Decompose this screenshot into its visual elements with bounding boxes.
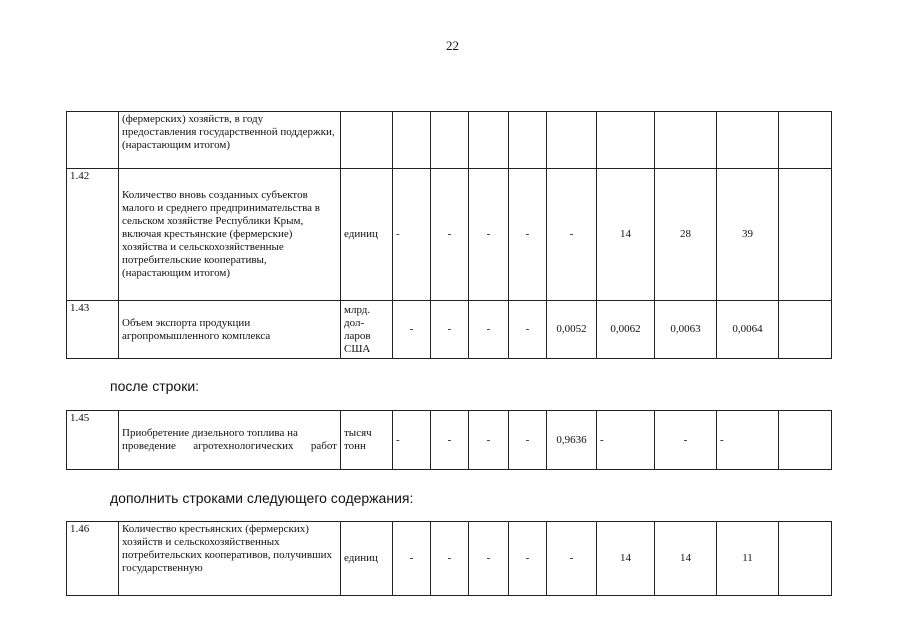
row-number: 1.46 xyxy=(67,522,119,596)
indicator-name: (фермерских) хозяйств, в году предоставления государственной поддержки, (нарастающим итогом) xyxy=(119,112,341,169)
indicator-name: Количество вновь созданных субъектов малого и среднего предпринимательства в сельском хозяйстве Республики Крым, включая крестьянские (фермерские) хозяйства и сельскохозяйственные потребительские кооперативы, (нарастающим итогом) xyxy=(119,169,341,301)
indicators-table-middle xyxy=(66,410,832,470)
value-cell: - xyxy=(509,522,547,596)
value-cell: - xyxy=(469,301,509,359)
unit-cell: тысяч тонн xyxy=(341,411,393,470)
value-cell: - xyxy=(393,411,431,470)
row-number xyxy=(67,112,119,169)
row-number: 1.45 xyxy=(67,411,119,470)
unit-cell: единиц xyxy=(341,169,393,301)
value-cell: 0,9636 xyxy=(547,411,597,470)
value-cell xyxy=(431,112,469,169)
value-cell: 14 xyxy=(597,169,655,301)
value-cell: 39 xyxy=(717,169,779,301)
value-cell: - xyxy=(431,301,469,359)
value-cell: - xyxy=(509,411,547,470)
indicator-name: Объем экспорта продукции агропромышленного комплекса xyxy=(119,301,341,359)
value-cell: - xyxy=(431,522,469,596)
value-cell: - xyxy=(717,411,779,470)
unit-cell xyxy=(341,112,393,169)
value-cell: - xyxy=(469,522,509,596)
indicator-name: Приобретение дизельного топлива на проведение агротехнологических работ xyxy=(119,411,341,470)
value-cell xyxy=(779,411,832,470)
page-number: 22 xyxy=(446,38,459,53)
value-cell xyxy=(469,112,509,169)
after-row-heading: после строки: xyxy=(110,378,200,394)
value-cell xyxy=(509,112,547,169)
value-cell: - xyxy=(509,301,547,359)
value-cell: - xyxy=(393,169,431,301)
value-cell xyxy=(779,112,832,169)
table-row xyxy=(67,112,832,169)
value-cell: 28 xyxy=(655,169,717,301)
value-cell: 14 xyxy=(655,522,717,596)
table-row xyxy=(67,301,832,359)
unit-cell: млрд. дол-ларов США xyxy=(341,301,393,359)
value-cell: 0,0064 xyxy=(717,301,779,359)
value-cell xyxy=(597,112,655,169)
value-cell: 14 xyxy=(597,522,655,596)
indicators-table-bottom xyxy=(66,521,832,596)
value-cell xyxy=(547,112,597,169)
value-cell xyxy=(779,522,832,596)
value-cell: 11 xyxy=(717,522,779,596)
value-cell: - xyxy=(431,169,469,301)
value-cell xyxy=(717,112,779,169)
value-cell: 0,0052 xyxy=(547,301,597,359)
value-cell xyxy=(393,112,431,169)
value-cell: - xyxy=(469,411,509,470)
value-cell: - xyxy=(547,522,597,596)
value-cell xyxy=(779,301,832,359)
add-rows-heading: дополнить строками следующего содержания: xyxy=(110,490,414,506)
value-cell: - xyxy=(509,169,547,301)
value-cell: - xyxy=(469,169,509,301)
value-cell: - xyxy=(431,411,469,470)
value-cell: - xyxy=(547,169,597,301)
value-cell: 0,0062 xyxy=(597,301,655,359)
row-number: 1.43 xyxy=(67,301,119,359)
table-row xyxy=(67,411,832,470)
row-number: 1.42 xyxy=(67,169,119,301)
value-cell: 0,0063 xyxy=(655,301,717,359)
value-cell: - xyxy=(655,411,717,470)
indicators-table-top xyxy=(66,111,832,359)
indicator-name: Количество крестьянских (фермерских) хозяйств и сельскохозяйственных потребительских кооперативов, получивших государственную xyxy=(119,522,341,596)
value-cell: - xyxy=(393,522,431,596)
value-cell: - xyxy=(393,301,431,359)
unit-cell: единиц xyxy=(341,522,393,596)
value-cell xyxy=(779,169,832,301)
value-cell: - xyxy=(597,411,655,470)
table-row xyxy=(67,522,832,596)
value-cell xyxy=(655,112,717,169)
table-row xyxy=(67,169,832,301)
